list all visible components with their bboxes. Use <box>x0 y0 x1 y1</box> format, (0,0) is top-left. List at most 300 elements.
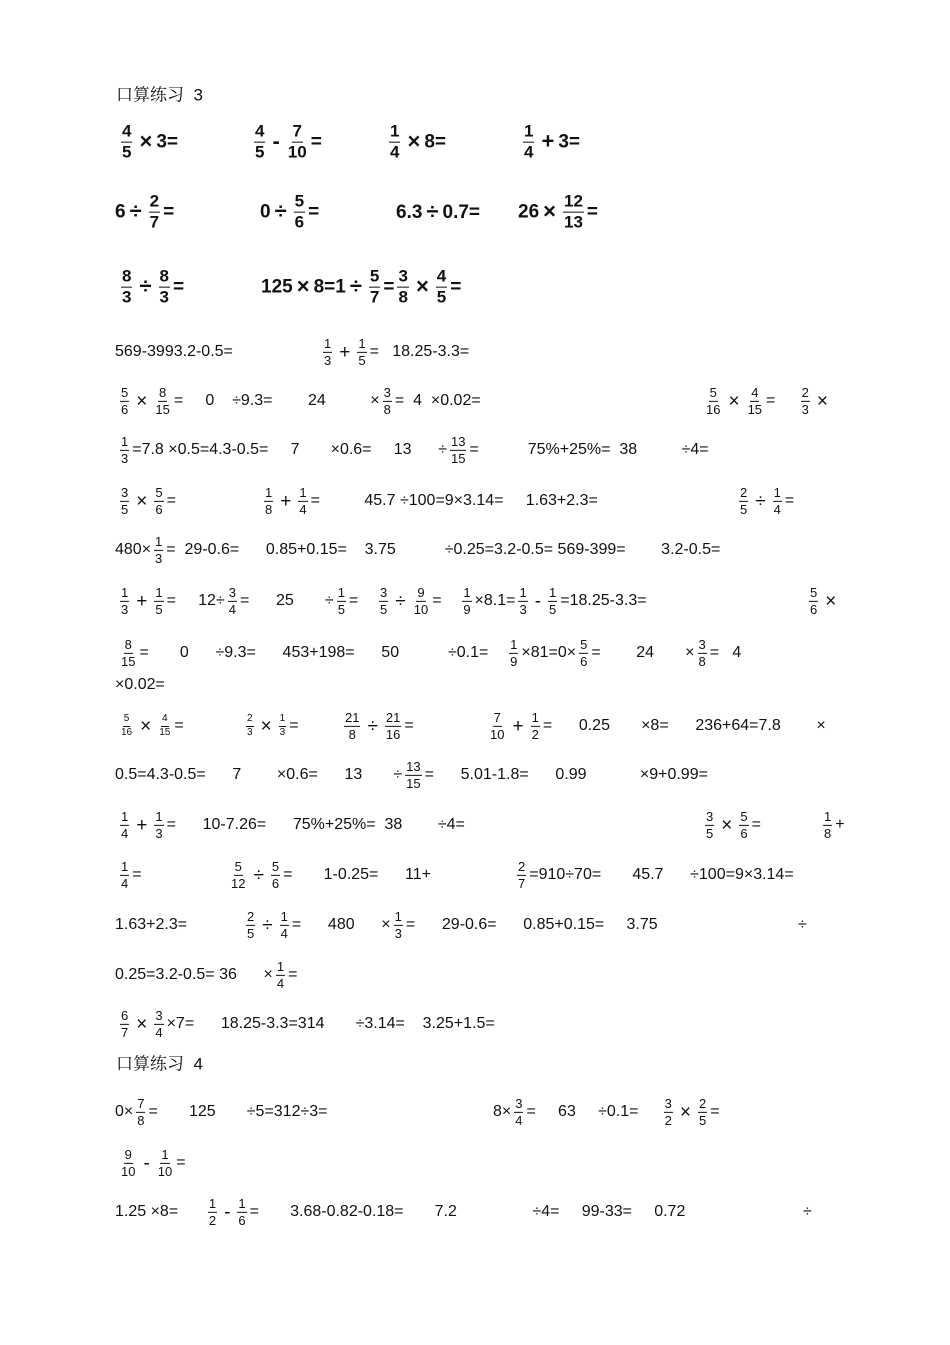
fraction-denominator: 12 <box>231 875 246 891</box>
fraction-numerator: 4 <box>122 121 132 141</box>
fraction-numerator: 1 <box>155 584 163 600</box>
problem-group <box>702 810 761 840</box>
fraction <box>489 711 505 741</box>
fraction-denominator: 4 <box>155 1024 163 1040</box>
problem-text: = <box>766 392 798 409</box>
problem-group <box>117 1009 495 1039</box>
problem-text: 0.7= <box>442 201 481 223</box>
problem-text: = <box>176 1154 186 1171</box>
operator-symbol: × <box>136 1013 148 1035</box>
fraction-denominator: 16 <box>121 726 133 738</box>
fraction-numerator: 1 <box>324 335 332 351</box>
fraction-numerator: 1 <box>390 121 400 141</box>
fraction-denominator: 7 <box>149 212 160 232</box>
fraction <box>120 586 129 616</box>
operator-symbol: × <box>260 715 272 737</box>
fraction-denominator: 10 <box>490 726 505 742</box>
fraction-denominator: 15 <box>406 775 421 791</box>
fraction <box>747 386 763 416</box>
fraction <box>462 586 471 616</box>
fraction-denominator: 3 <box>122 287 132 307</box>
problem-text: = <box>173 276 185 298</box>
problem-group <box>261 268 461 307</box>
fraction-numerator: 3 <box>383 384 391 400</box>
operator-symbol: - <box>534 590 542 612</box>
problem-text: 口算练习 3 <box>116 85 203 105</box>
problem-group <box>117 1148 186 1178</box>
problem-text: 6 <box>115 201 126 223</box>
fraction-numerator: 8 <box>159 266 170 286</box>
problem-text: = 4 ×0.02= <box>394 392 481 409</box>
problem-group <box>115 535 720 565</box>
fraction-denominator: 15 <box>159 726 171 738</box>
fraction-denominator: 3 <box>121 601 129 617</box>
problem-text: 8× <box>493 1103 512 1120</box>
problem-text: ÷ <box>798 916 807 933</box>
problem-group <box>117 386 481 416</box>
problem-text: 1.25 ×8= <box>115 1203 205 1220</box>
fraction-denominator: 7 <box>121 1024 129 1040</box>
problem-text: 1 <box>335 276 346 298</box>
problem-text: = <box>132 866 142 883</box>
fraction-denominator: 5 <box>740 501 748 517</box>
fraction <box>450 435 466 465</box>
problem-group <box>115 917 187 933</box>
fraction <box>531 711 540 741</box>
problem-text: 8= <box>424 131 446 153</box>
fraction <box>154 586 163 616</box>
problem-text: = 12÷ <box>166 592 225 609</box>
fraction-denominator: 15 <box>451 450 466 466</box>
fraction <box>405 760 421 790</box>
fraction <box>276 960 285 990</box>
fraction <box>208 1197 217 1227</box>
fraction-denominator: 4 <box>276 975 285 991</box>
problem-text: = 63 ÷0.1= <box>526 1103 661 1120</box>
fraction-numerator: 8 <box>158 384 167 400</box>
problem-group <box>798 917 807 933</box>
fraction <box>379 586 388 616</box>
problem-text: = 5.01-1.8= 0.99 ×9+0.99= <box>424 766 708 783</box>
problem-text: = 18.25-3.3= <box>369 343 470 360</box>
fraction-numerator: 1 <box>121 433 129 449</box>
fraction-denominator: 5 <box>549 601 557 617</box>
fraction-numerator: 5 <box>123 714 131 727</box>
fraction-numerator: 5 <box>810 584 818 600</box>
problem-group <box>117 638 741 668</box>
problem-text: = 0.25 ×8= 236+64=7.8 × <box>542 717 826 734</box>
operator-symbol: + <box>512 715 524 737</box>
fraction-denominator: 3 <box>394 925 402 941</box>
fraction <box>120 386 129 416</box>
fraction-denominator: 16 <box>706 401 721 417</box>
problem-group <box>115 677 165 693</box>
problem-text: = 29-0.6= 0.85+0.15= 3.75 ÷0.25=3.2-0.5= 569-399= 3.2-0.5= <box>166 541 721 558</box>
problem-text: = <box>432 592 460 609</box>
fraction <box>323 337 332 367</box>
fraction <box>154 535 163 565</box>
problem-group <box>803 1204 812 1220</box>
problem-text: = <box>308 201 320 223</box>
problem-group <box>520 123 580 162</box>
problem-text: = 4 <box>709 644 742 661</box>
operator-symbol: + <box>541 129 555 154</box>
fraction <box>136 1097 145 1127</box>
problem-group <box>260 193 319 232</box>
fraction-numerator: 9 <box>417 584 425 600</box>
fraction <box>158 714 171 738</box>
problem-group <box>702 386 832 416</box>
fraction <box>514 1097 523 1127</box>
fraction <box>120 714 133 738</box>
fraction-numerator: 21 <box>345 709 360 725</box>
fraction <box>579 638 588 668</box>
problem-text: 0 <box>260 201 271 223</box>
problem-group <box>117 860 142 890</box>
fraction-denominator: 2 <box>531 726 539 742</box>
fraction <box>518 586 527 616</box>
operator-symbol: × <box>136 490 148 512</box>
problem-text: 0.25=3.2-0.5= 36 × <box>115 966 273 983</box>
fraction <box>739 810 748 840</box>
problem-text: = 29-0.6= 0.85+0.15= 3.75 <box>405 916 658 933</box>
fraction-numerator: 8 <box>124 636 132 652</box>
fraction-numerator: 5 <box>155 484 163 500</box>
fraction <box>120 486 129 516</box>
fraction-denominator: 8 <box>137 1112 145 1128</box>
problem-group <box>115 344 233 360</box>
fraction-denominator: 3 <box>519 601 527 617</box>
problem-group <box>117 435 709 465</box>
fraction-numerator: 1 <box>358 335 366 351</box>
problem-text: = 0 ÷9.3= 453+198= 50 ÷0.1= <box>139 644 507 661</box>
section-heading <box>116 1056 203 1073</box>
fraction-numerator: 2 <box>699 1095 707 1111</box>
fraction <box>230 860 246 890</box>
problem-text: 26 <box>518 201 540 223</box>
fraction-numerator: 1 <box>155 533 163 549</box>
fraction-denominator: 7 <box>369 287 380 307</box>
fraction <box>705 386 721 416</box>
problem-group <box>227 860 431 890</box>
problem-text: = 25 ÷ <box>239 592 334 609</box>
fraction-numerator: 3 <box>398 266 408 286</box>
fraction <box>120 638 136 668</box>
fraction-numerator: 8 <box>122 266 132 286</box>
fraction-numerator: 1 <box>463 584 471 600</box>
fraction-numerator: 2 <box>518 858 526 874</box>
problem-group <box>514 860 794 890</box>
fraction <box>279 714 287 738</box>
fraction-numerator: 3 <box>121 484 129 500</box>
fraction-denominator: 3 <box>247 726 253 738</box>
operator-symbol: × <box>825 590 837 612</box>
fraction-numerator: 1 <box>549 584 557 600</box>
fraction-numerator: 5 <box>271 858 280 874</box>
fraction <box>436 268 447 307</box>
fraction-denominator: 9 <box>463 601 471 617</box>
problem-text: = 24 × <box>591 644 695 661</box>
fraction <box>120 435 129 465</box>
fraction-numerator: 7 <box>292 121 302 141</box>
fraction-numerator: 1 <box>510 636 518 652</box>
fraction-denominator: 4 <box>515 1112 523 1128</box>
problem-group <box>117 586 647 616</box>
fraction-numerator: 4 <box>436 266 447 286</box>
fraction-denominator: 15 <box>747 401 763 417</box>
operator-symbol: ÷ <box>367 715 378 737</box>
fraction <box>254 123 265 162</box>
problem-text: = <box>289 717 299 734</box>
fraction <box>298 486 307 516</box>
fraction <box>383 386 392 416</box>
operator-symbol: - <box>224 1201 231 1223</box>
section-heading <box>116 87 203 104</box>
problem-group <box>386 123 446 162</box>
fraction <box>773 486 782 516</box>
problem-text: = <box>784 492 795 509</box>
fraction <box>517 860 526 890</box>
fraction-numerator: 5 <box>294 191 305 211</box>
fraction-denominator: 5 <box>706 825 714 841</box>
fraction-denominator: 6 <box>810 601 818 617</box>
fraction-numerator: 3 <box>515 1095 523 1111</box>
fraction <box>548 586 557 616</box>
fraction-numerator: 5 <box>369 266 380 286</box>
fraction <box>698 638 707 668</box>
fraction-numerator: 1 <box>299 484 307 500</box>
fraction-denominator: 3 <box>159 287 170 307</box>
fraction-numerator: 6 <box>121 1007 129 1023</box>
fraction-numerator: 1 <box>824 808 832 824</box>
fraction <box>120 1148 136 1178</box>
fraction-numerator: 1 <box>280 908 288 924</box>
problem-text: = 3.68-0.82-0.18= 7.2 ÷4= 99-33= 0.72 <box>249 1203 686 1220</box>
fraction-numerator: 1 <box>155 808 163 824</box>
problem-text: ×7= 18.25-3.3=314 ÷3.14= 3.25+1.5= <box>166 1015 495 1032</box>
fraction <box>154 1009 163 1039</box>
problem-text: = <box>751 816 761 833</box>
fraction-denominator: 2 <box>664 1112 672 1128</box>
fraction-denominator: 2 <box>208 1212 217 1228</box>
fraction-denominator: 3 <box>155 550 163 566</box>
problem-text: 480× <box>115 541 152 558</box>
problem-text: = 45.7 ÷100=9×3.14= 1.63+2.3= <box>310 492 598 509</box>
problem-group <box>115 1197 685 1227</box>
fraction-denominator: 6 <box>294 212 305 232</box>
fraction-denominator: 5 <box>247 925 255 941</box>
fraction <box>264 486 273 516</box>
fraction-numerator: 3 <box>228 584 236 600</box>
fraction-denominator: 10 <box>121 1163 136 1179</box>
operator-symbol: + <box>136 814 148 836</box>
fraction <box>154 810 163 840</box>
fraction-numerator: 3 <box>706 808 714 824</box>
problem-text: = <box>163 201 175 223</box>
fraction-denominator: 4 <box>524 142 534 162</box>
operator-symbol: × <box>140 715 152 737</box>
fraction-denominator: 10 <box>287 142 307 162</box>
fraction-denominator: 6 <box>238 1212 246 1228</box>
fraction-numerator: 3 <box>698 636 706 652</box>
fraction <box>120 810 129 840</box>
problem-text: ×81=0× <box>521 644 577 661</box>
fraction-numerator: 2 <box>247 908 255 924</box>
fraction-numerator: 4 <box>255 121 265 141</box>
problem-text: = <box>710 1103 720 1120</box>
operator-symbol: + <box>339 341 351 363</box>
problem-text: = <box>586 201 599 223</box>
problem-group <box>115 760 708 790</box>
fraction-denominator: 4 <box>390 142 400 162</box>
fraction-numerator: 13 <box>406 758 421 774</box>
fraction <box>369 268 380 307</box>
fraction-numerator: 1 <box>519 584 527 600</box>
fraction-numerator: 21 <box>385 709 401 725</box>
fraction-denominator: 5 <box>337 601 345 617</box>
operator-symbol: × <box>136 390 148 412</box>
problem-text: = <box>383 276 395 298</box>
problem-group <box>118 123 178 162</box>
fraction-denominator: 15 <box>121 653 136 669</box>
fraction <box>809 586 818 616</box>
fraction-numerator: 9 <box>124 1146 132 1162</box>
problem-text: 0× <box>115 1103 134 1120</box>
fraction <box>664 1097 673 1127</box>
problem-text: = <box>450 276 462 298</box>
fraction <box>389 123 400 162</box>
operator-symbol: ÷ <box>395 590 406 612</box>
fraction-denominator: 5 <box>436 287 447 307</box>
fraction-numerator: 5 <box>234 858 242 874</box>
fraction <box>563 193 584 232</box>
fraction-numerator: 5 <box>121 384 129 400</box>
operator-symbol: + <box>136 590 148 612</box>
problem-text: =910÷70= 45.7 ÷100=9×3.14= <box>529 866 794 883</box>
problem-group <box>117 486 176 516</box>
fraction-numerator: 1 <box>337 584 345 600</box>
operator-symbol: × <box>407 129 421 154</box>
problem-group <box>518 193 598 232</box>
problem-text: = 10-7.26= 75%+25%= 38 ÷4= <box>166 816 465 833</box>
operator-symbol: × <box>296 274 310 299</box>
fraction-denominator: 5 <box>155 601 163 617</box>
problem-group <box>115 193 174 232</box>
fraction-numerator: 1 <box>276 958 285 974</box>
operator-symbol: ÷ <box>139 274 152 299</box>
fraction <box>385 711 401 741</box>
fraction-denominator: 7 <box>518 875 526 891</box>
fraction-denominator: 5 <box>699 1112 707 1128</box>
fraction-denominator: 8 <box>348 726 356 742</box>
problem-text: ×0.02= <box>115 676 165 693</box>
fraction-denominator: 6 <box>155 501 163 517</box>
fraction-denominator: 3 <box>801 401 809 417</box>
problem-text: = <box>404 717 414 734</box>
fraction <box>357 337 366 367</box>
problem-group <box>243 910 658 940</box>
fraction-denominator: 3 <box>279 726 286 738</box>
fraction <box>271 860 280 890</box>
problem-text: =18.25-3.3= <box>560 592 647 609</box>
fraction-numerator: 2 <box>740 484 748 500</box>
fraction <box>280 910 289 940</box>
problem-text: = <box>174 717 184 734</box>
fraction-numerator: 1 <box>531 709 539 725</box>
fraction <box>121 123 132 162</box>
operator-symbol: - <box>143 1152 150 1174</box>
fraction-denominator: 15 <box>155 401 170 417</box>
fraction <box>801 386 810 416</box>
fraction <box>294 193 305 232</box>
problem-text: 125 <box>261 276 293 298</box>
fraction-denominator: 4 <box>228 601 236 617</box>
fraction-denominator: 5 <box>358 352 366 368</box>
fraction-numerator: 3 <box>155 1007 163 1023</box>
problem-group <box>117 714 184 738</box>
problem-text: = 1-0.25= 11+ <box>283 866 431 883</box>
problem-text: 口算练习 4 <box>116 1054 203 1074</box>
fraction-numerator: 7 <box>493 709 501 725</box>
fraction <box>287 123 308 162</box>
problem-text: = 125 ÷5=312÷3= <box>148 1103 328 1120</box>
operator-symbol: + <box>280 490 292 512</box>
fraction <box>246 910 255 940</box>
fraction-numerator: 1 <box>524 121 534 141</box>
problem-group <box>320 337 469 367</box>
fraction-numerator: 4 <box>751 384 759 400</box>
fraction <box>237 1197 246 1227</box>
problem-group <box>251 123 322 162</box>
fraction-numerator: 1 <box>208 1195 217 1211</box>
problem-text: 3= <box>156 131 178 153</box>
fraction <box>154 386 170 416</box>
fraction-numerator: 2 <box>246 714 254 727</box>
fraction-denominator: 6 <box>580 653 588 669</box>
fraction-denominator: 6 <box>740 825 748 841</box>
fraction <box>823 810 832 840</box>
fraction <box>344 711 360 741</box>
problem-text: 569-3993.2-0.5= <box>115 343 233 360</box>
problem-group <box>486 711 826 741</box>
fraction <box>698 1097 707 1127</box>
fraction-denominator: 13 <box>564 212 583 232</box>
problem-group <box>117 810 465 840</box>
fraction-numerator: 3 <box>380 584 388 600</box>
fraction <box>159 268 170 307</box>
fraction-denominator: 4 <box>299 501 307 517</box>
problem-text: ×8.1= <box>474 592 516 609</box>
problem-text: = 0 ÷9.3= 24 × <box>173 392 380 409</box>
problem-text: = <box>288 966 298 983</box>
fraction <box>246 714 254 738</box>
fraction <box>149 193 160 232</box>
fraction-numerator: 2 <box>801 384 809 400</box>
fraction-numerator: 1 <box>161 1146 169 1162</box>
problem-text: =7.8 ×0.5=4.3-0.5= 7 ×0.6= 13 ÷ <box>132 441 447 458</box>
operator-symbol: ÷ <box>755 490 766 512</box>
operator-symbol: × <box>415 274 429 299</box>
fraction-numerator: 1 <box>265 484 273 500</box>
problem-text: + <box>835 816 845 833</box>
problem-group <box>118 268 184 307</box>
fraction-numerator: 13 <box>451 433 466 449</box>
problem-text: 6.3 <box>396 201 423 223</box>
operator-symbol: × <box>728 390 740 412</box>
fraction <box>228 586 237 616</box>
fraction-numerator: 2 <box>149 191 160 211</box>
fraction <box>394 910 403 940</box>
